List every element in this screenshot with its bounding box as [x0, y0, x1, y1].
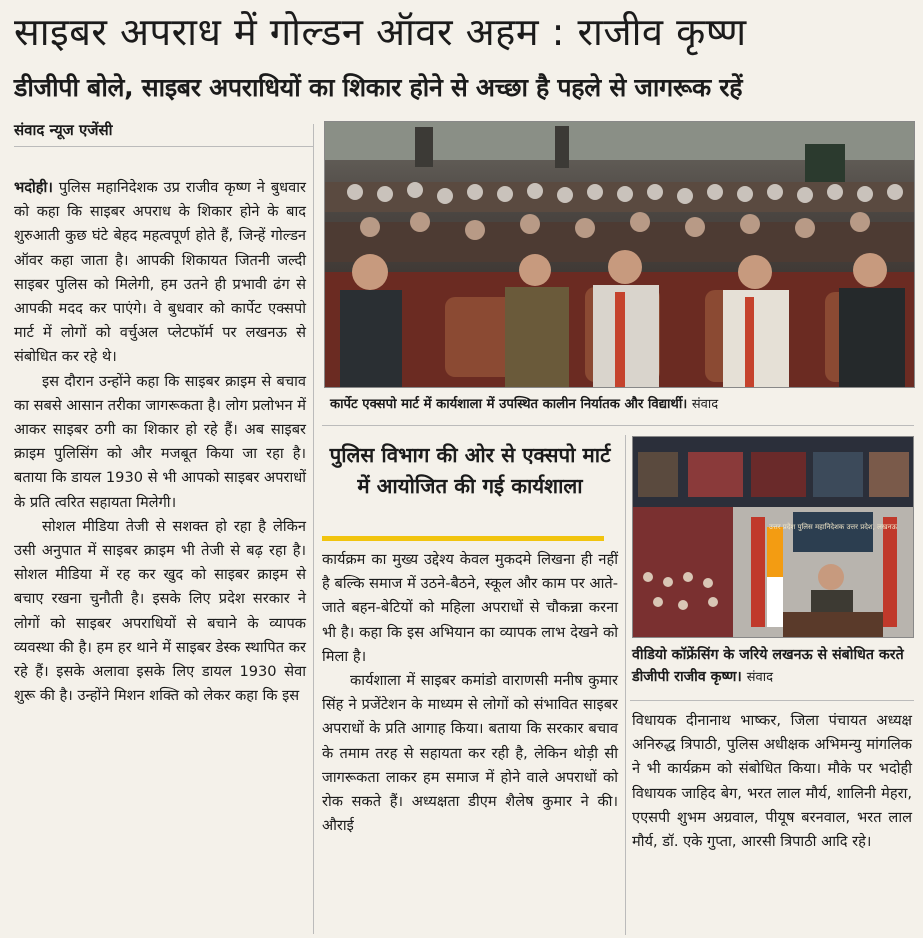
- paragraph-5: कार्यशाला में साइबर कमांडो वाराणसी मनीष कुमार सिंह ने प्रजेंटेशन के माध्यम से लोगों को संभावित साइबर अपराधों के प्रति आगाह किया। बताया कि सरकार बचाव के तमाम तरह से सहायता कर रही है, लेकिन थोड़ी सी जागरूकता लाकर हम समाज में होने वाले अपराधों को रोक सकते हैं। अध्यक्षता डीएम शैलेष कुमार ने की। औराई: [322, 672, 618, 835]
- box-title: पुलिस विभाग की ओर से एक्सपो मार्ट में आयोजित की गई कार्यशाला: [329, 443, 611, 498]
- paragraph-3: सोशल मीडिया तेजी से सशक्त हो रहा है लेकिन उसी अनुपात में साइबर क्राइम भी तेजी से बढ़ रहा है। सोशल मीडिया में रह कर खुद को साइबर क्राइम से बचाए रखना चुनौती है। इसके लिए प्रदेश सरकार ने लोगों को साइबर अपराधियों से बचाने के व्यापक व्यवस्था की है। हम हर थाने में साइबर डेस्क स्थापित कर रहे हैं। इसके अलावा इसके लिए डायल 1930 सेवा शुरू की है। उन्होंने मिशन शक्ति को लेकर कहा कि इस: [14, 517, 306, 705]
- subheadline: डीजीपी बोले, साइबर अपराधियों का शिकार होने से अच्छा है पहले से जागरूक रहें: [14, 73, 743, 102]
- paragraph-6: विधायक दीनानाथ भाष्कर, जिला पंचायत अध्यक्ष अनिरुद्ध त्रिपाठी, पुलिस अधीक्षक अभिमन्यु मांगलिक ने भी कार्यक्रम को संबोधित किया। मौके पर भदोही विधायक जाहिद बेग, भरत लाल मौर्य, शालिनी मेहरा, एएसपी शुभम अग्रवाल, पीयूष बरनवाल, भरत लाल मौर्य, डॉ. एके गुप्ता, आरसी त्रिपाठी आदि रहे।: [632, 712, 912, 851]
- column-1: [14, 176, 306, 708]
- dateline: भदोही।: [14, 179, 53, 196]
- byline-rule: [14, 146, 314, 147]
- photo-audience-credit: संवाद: [691, 397, 719, 412]
- photo-audience: [324, 121, 915, 388]
- audience-photo-image: [325, 122, 914, 387]
- paragraph-4: कार्यक्रम का मुख्य उद्देश्य केवल मुकदमे लिखना ही नहीं है बल्कि समाज में उठने-बैठने, स्कूल और काम पर आते-जाते बहन-बेटियों को महिला अपराधों से चौकन्ना करना भी है। कहा कि इस अभियान का व्यापक लाभ देखने को मिला है।: [322, 551, 618, 665]
- paragraph-1-text: पुलिस महानिदेशक उप्र राजीव कृष्ण ने बुधवार को कहा कि साइबर अपराध के शिकार होने के बाद शुरुआती कुछ घंटे बेहद महत्वपूर्ण होते हैं, जिन्हें गोल्डन ऑवर कहा जाता है। आपकी शिकायत जितनी जल्दी साइबर पुलिस को मिलेगी, हम उतने ही प्रभावी ढंग से आपकी मदद कर पाएंगे। वे बुधवार को कार्पेट एक्सपो मार्ट में लोगों को वर्चुअल प्लेटफॉर्म पर लखनऊ से संबोधित कर रहे थे।: [14, 179, 307, 366]
- screen-text: उत्तर प्रदेश पुलिस महानिदेशक उत्तर प्रदेश, लखनऊ: [769, 523, 897, 531]
- photo-video-conference-caption: [632, 644, 914, 689]
- headline: साइबर अपराध में गोल्डन ऑवर अहम : राजीव कृष्ण: [14, 10, 747, 54]
- photo-video-conference: [632, 436, 914, 638]
- paragraph-2: इस दौरान उन्होंने कहा कि साइबर क्राइम से बचाव का सबसे आसान तरीका जागरूकता है। लोग प्रलोभन में आकर साइबर ठगी का शिकार हो रहे हैं। अब साइबर क्राइम पुलिसिंग को और मजबूत किया जा रहा है। बताया कि डायल 1930 से भी आपको साइबर अपराधों के प्रति त्वरित सहायता मिलेगी।: [14, 372, 306, 511]
- yellow-underline: [322, 536, 604, 541]
- column-divider-1: [313, 124, 314, 934]
- byline: संवाद न्यूज एजेंसी: [14, 121, 113, 139]
- column-2: [322, 548, 618, 838]
- photo-audience-caption-text: कार्पेट एक्सपो मार्ट में कार्यशाला में उपस्थित कालीन निर्यातक और विद्यार्थी।: [330, 397, 688, 412]
- column-3: [632, 709, 912, 854]
- column-divider-2: [625, 435, 626, 935]
- paragraph-1: [14, 176, 306, 370]
- photo-audience-caption: [330, 394, 910, 416]
- caption-rule: [322, 425, 914, 426]
- video-conference-photo-image: [633, 437, 913, 637]
- photo-video-conference-caption-text: वीडियो कॉफ्रेंसिंग के जरिये लखनऊ से संबोधित करते डीजीपी राजीव कृष्ण।: [632, 647, 904, 685]
- photo-video-conference-credit: संवाद: [746, 670, 773, 685]
- caption-rule-2: [630, 700, 914, 701]
